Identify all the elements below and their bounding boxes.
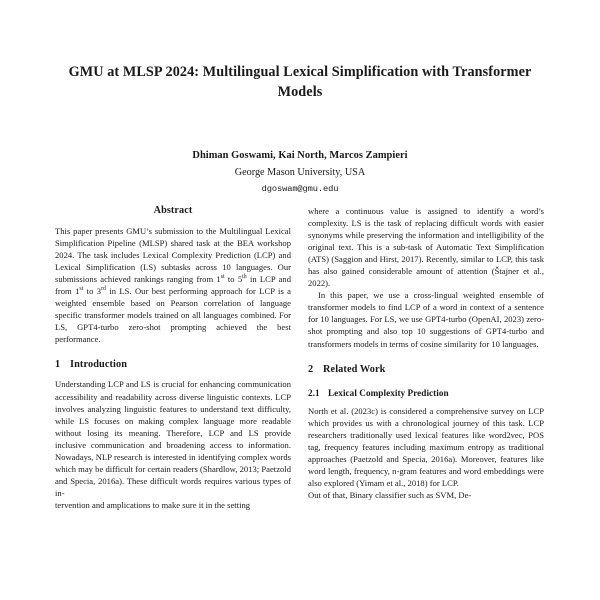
left-column [55, 205, 291, 600]
abstract-text-e: in LS. Our best performing approach for LCP is a weighted ensemble based on Pearson correlation of language specific transformer models trained on all languages combined. For LS, GPT4-turbo zero-shot prompting achieved the best performance. [55, 286, 291, 345]
contribution-paragraph: In this paper, we use a cross-lingual weighted ensemble of transformer models to find LCP of a word in context of a sentence for 10 languages. For LS, we use GPT4-turbo (OpenAI, 2023) zero-shot prompting and also top 10 suggestions of GPT4-turbo and transformers models in terms of cosine similarity for 10 languages. [308, 290, 544, 349]
ordinal-suffix-3rd: rd [101, 286, 106, 293]
abstract-text-b: to 5 [224, 274, 243, 285]
ordinal-suffix-1st: st [220, 274, 225, 281]
contact-email: dgoswam@gmu.edu [261, 183, 339, 194]
section-heading-related-work [308, 364, 544, 375]
section-number: 1 [55, 359, 61, 371]
lcp-paragraph-1: North et al. (2023c) is considered a comprehensive survey on LCP which provides us with a chronological journey of this task. LCP researchers traditionally used lexical features like word2vec, POS tag, frequency features including maximum entropy as traditional approaches (Paetzold and Specia, 2016a). Moreover, features like word length, frequency, n-gram features and word embeddings were also explored (Yimam et al., 2018) for LCP. [308, 405, 544, 488]
abstract-text-a: This paper presents GMU’s submission to the Multilingual Lexical Simplification Pipeline (MLSP) shared task at the BEA workshop 2024. The task includes Lexical Complexity Prediction (LCP) and Lexical Simplification (LS) subtasks across 10 languages. Our submissions achieved rankings ranging from 1 [55, 226, 291, 285]
introduction-paragraph-1-cutoff: tervention and amplications to make sure it in the setting [55, 499, 251, 510]
page-title: GMU at MLSP 2024: Multilingual Lexical Simplification with Transformer Models [68, 64, 532, 101]
affiliation: George Mason University, USA [234, 166, 366, 178]
body-columns [55, 205, 545, 600]
title-block [55, 0, 545, 197]
subsection-title: Lexical Complexity Prediction [328, 387, 449, 398]
ordinal-suffix-1st-2: st [79, 286, 84, 293]
subsection-number: 2.1 [308, 387, 320, 398]
lcp-paragraph-1-cutoff: Out of that, Binary classifier such as SVM, De- [308, 489, 472, 500]
author-list: Dhiman Goswami, Kai North, Marcos Zampieri [192, 150, 408, 162]
section-title: Related Work [323, 363, 386, 375]
abstract-paragraph [55, 225, 291, 345]
abstract-text-c: in LCP and from 1 [55, 274, 291, 297]
continued-paragraph: where a continuous value is assigned to identify a word’s complexity. LS is the task of replacing difficult words with easier synonyms while preserving the information and intelligibility of the original text. This is a sub-task of Automatic Text Simplification (ATS) (Saggion and Hirst, 2017). Recently, similar to LCP, this task has also gained considerable amount of attention (Štajner et al., 2022). [308, 206, 544, 289]
introduction-paragraph-1: Understanding LCP and LS is crucial for enhancing communication accessibility and readability across diverse linguistic contexts. LCP involves analyzing linguistic features to understand text difficulty, while LS focuses on making complex language more readable without losing its meaning. Therefore, LCP and LS provide inclusive communication and broadening access to information. Nowadays, NLP research is interested in identifying complex words which may be difficult for certain readers (Shardlow, 2013; Paetzold and Specia, 2016a). These difficult words requires various types of in- [55, 379, 291, 498]
abstract-text-d: to 3 [83, 286, 102, 297]
section-title: Introduction [70, 359, 128, 371]
section-heading-introduction [55, 359, 291, 370]
abstract-heading: Abstract [153, 205, 193, 216]
right-column [308, 205, 544, 600]
author-block [55, 148, 545, 196]
section-number: 2 [308, 363, 314, 375]
ordinal-suffix-5th: th [242, 274, 247, 281]
subsection-heading-lcp [308, 388, 544, 398]
